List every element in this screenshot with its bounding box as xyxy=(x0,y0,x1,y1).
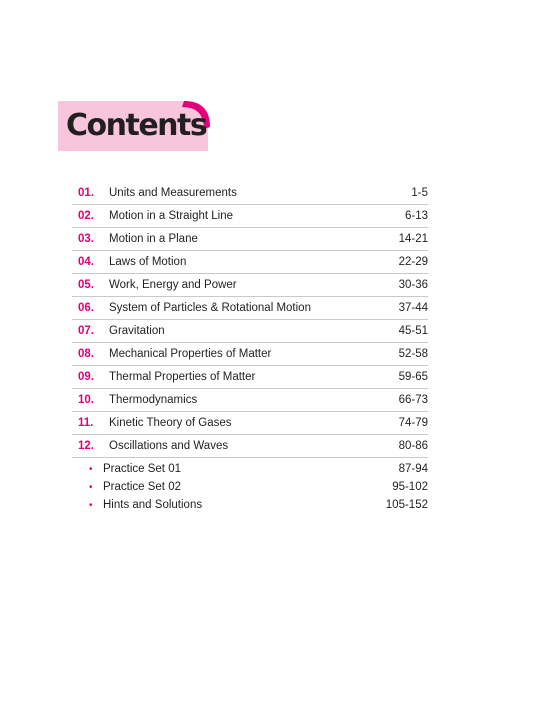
chapter-pages: 30-36 xyxy=(398,279,428,291)
chapter-number: 07. xyxy=(78,325,94,337)
chapter-title: Thermal Properties of Matter xyxy=(109,371,256,383)
chapter-row[interactable] xyxy=(72,251,428,274)
extra-pages: 95-102 xyxy=(392,481,428,493)
chapter-row[interactable] xyxy=(72,389,428,412)
chapter-pages: 66-73 xyxy=(398,394,428,406)
chapter-pages: 52-58 xyxy=(398,348,428,360)
bullet-icon: • xyxy=(89,463,93,475)
extras-list xyxy=(72,460,428,514)
extra-title: Hints and Solutions xyxy=(103,499,203,511)
chapter-pages: 14-21 xyxy=(398,233,428,245)
page-title: Contents xyxy=(66,108,207,143)
chapter-number: 10. xyxy=(78,394,94,406)
chapter-list xyxy=(72,182,428,458)
bullet-icon: • xyxy=(89,499,93,511)
chapter-number: 03. xyxy=(78,233,94,245)
chapter-row[interactable] xyxy=(72,228,428,251)
chapter-row[interactable] xyxy=(72,435,428,458)
extra-title: Practice Set 02 xyxy=(103,481,181,493)
extra-title: Practice Set 01 xyxy=(103,463,181,475)
chapter-title: Work, Energy and Power xyxy=(109,279,237,291)
chapter-number: 05. xyxy=(78,279,94,291)
chapter-row[interactable] xyxy=(72,274,428,297)
extra-row[interactable] xyxy=(72,478,428,496)
contents-banner xyxy=(58,101,210,151)
chapter-pages: 74-79 xyxy=(398,417,428,429)
chapter-pages: 45-51 xyxy=(398,325,428,337)
chapter-title: Oscillations and Waves xyxy=(109,440,229,452)
chapter-number: 02. xyxy=(78,210,94,222)
chapter-title: Motion in a Plane xyxy=(109,233,198,245)
chapter-row[interactable] xyxy=(72,205,428,228)
chapter-pages: 1-5 xyxy=(411,187,428,199)
chapter-number: 11. xyxy=(78,417,94,429)
extra-row[interactable] xyxy=(72,460,428,478)
chapter-number: 08. xyxy=(78,348,94,360)
chapter-number: 04. xyxy=(78,256,94,268)
chapter-row[interactable] xyxy=(72,320,428,343)
chapter-pages: 80-86 xyxy=(398,440,428,452)
chapter-number: 06. xyxy=(78,302,94,314)
chapter-number: 01. xyxy=(78,187,94,199)
chapter-title: System of Particles & Rotational Motion xyxy=(109,302,311,314)
chapter-title: Mechanical Properties of Matter xyxy=(109,348,272,360)
bullet-icon: • xyxy=(89,481,93,493)
chapter-title: Gravitation xyxy=(109,325,165,337)
extra-row[interactable] xyxy=(72,496,428,514)
chapter-row[interactable] xyxy=(72,182,428,205)
chapter-row[interactable] xyxy=(72,412,428,435)
extra-pages: 105-152 xyxy=(385,499,428,511)
chapter-pages: 6-13 xyxy=(404,210,428,222)
chapter-title: Kinetic Theory of Gases xyxy=(109,417,232,429)
chapter-number: 12. xyxy=(78,440,94,452)
chapter-title: Motion in a Straight Line xyxy=(109,210,234,222)
chapter-pages: 59-65 xyxy=(398,371,428,383)
chapter-row[interactable] xyxy=(72,343,428,366)
chapter-title: Laws of Motion xyxy=(109,256,187,268)
chapter-title: Thermodynamics xyxy=(109,394,198,406)
chapter-row[interactable] xyxy=(72,297,428,320)
chapter-title: Units and Measurements xyxy=(109,187,237,199)
chapter-row[interactable] xyxy=(72,366,428,389)
chapter-pages: 37-44 xyxy=(398,302,428,314)
chapter-number: 09. xyxy=(78,371,94,383)
extra-pages: 87-94 xyxy=(398,463,428,475)
chapter-pages: 22-29 xyxy=(398,256,428,268)
